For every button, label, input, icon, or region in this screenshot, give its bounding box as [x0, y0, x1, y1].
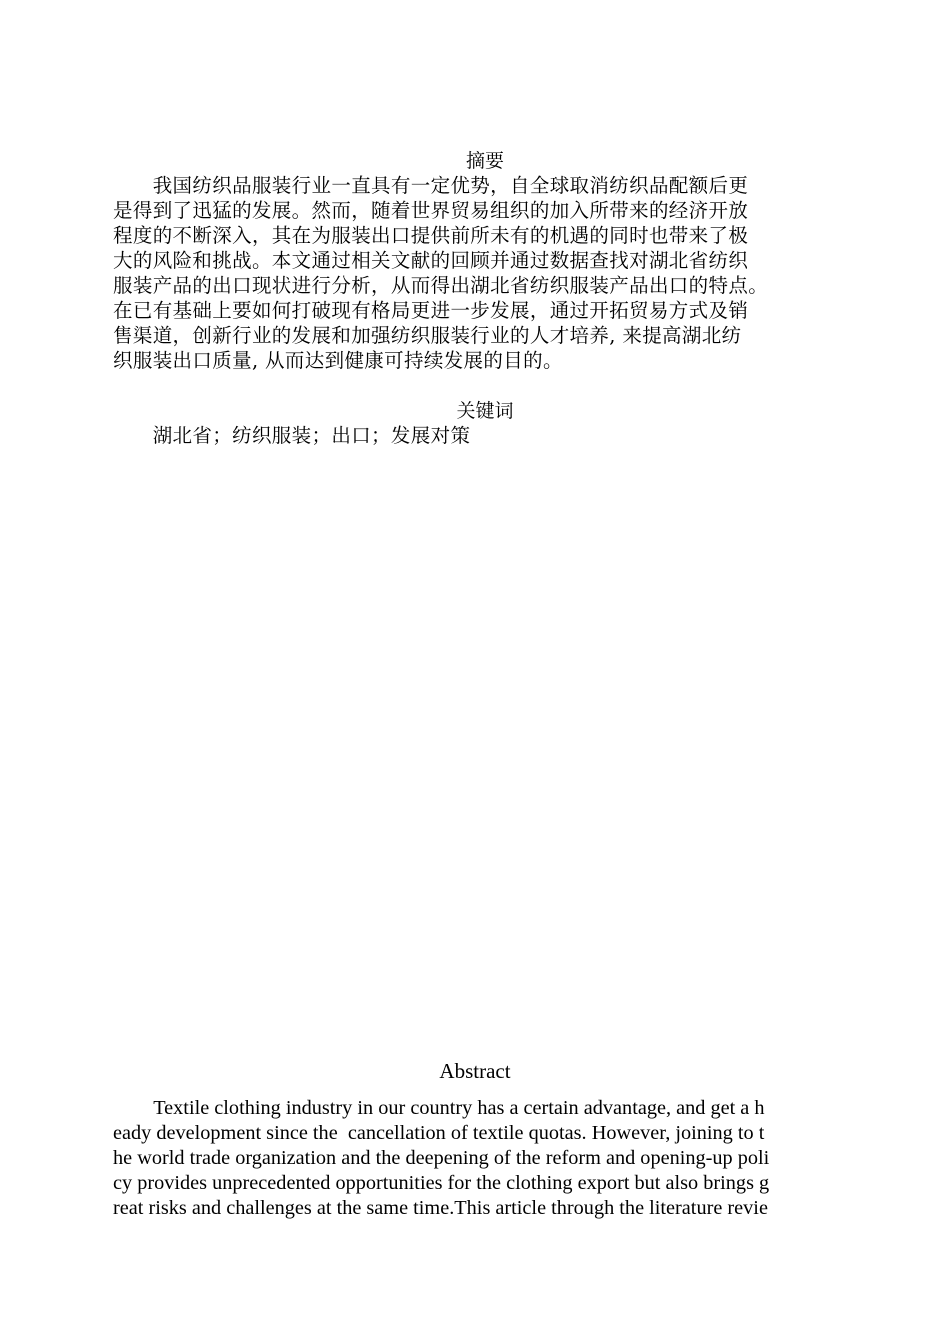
abstract-en-line: he world trade organization and the deepening of the reform and opening-up poli [113, 1147, 770, 1169]
abstract-cn-line: 大的风险和挑战。本文通过相关文献的回顾并通过数据查找对湖北省纺织 [113, 249, 749, 272]
abstract-en-line: eady development since the cancellation of textile quotas. However, joining to t [113, 1122, 765, 1144]
abstract-en-line: cy provides unprecedented opportunities for the clothing export but also brings g [113, 1172, 770, 1194]
abstract-cn-line: 是得到了迅猛的发展。然而，随着世界贸易组织的加入所带来的经济开放 [113, 199, 749, 222]
abstract-cn-line: 服装产品的出口现状进行分析，从而得出湖北省纺织服装产品出口的特点。 [113, 274, 769, 297]
abstract-cn-line: 程度的不断深入，其在为服装出口提供前所未有的机遇的同时也带来了极 [113, 224, 749, 247]
keywords-cn-heading: 关键词 [456, 400, 514, 422]
abstract-cn-line: 售渠道，创新行业的发展和加强纺织服装行业的人才培养, 来提高湖北纺 [113, 324, 742, 347]
abstract-en-heading: Abstract [439, 1059, 511, 1083]
abstract-cn-line: 我国纺织品服装行业一直具有一定优势，自全球取消纺织品配额后更 [113, 174, 749, 197]
abstract-en-line: Textile clothing industry in our country has a certain advantage, and get a h [113, 1097, 765, 1119]
keywords-cn-text: 湖北省；纺织服装；出口；发展对策 [113, 424, 471, 447]
abstract-en-line: reat risks and challenges at the same time.This article through the literature revie [113, 1197, 768, 1219]
abstract-cn-line: 在已有基础上要如何打破现有格局更进一步发展，通过开拓贸易方式及销 [113, 299, 749, 322]
abstract-cn-heading: 摘要 [465, 150, 504, 172]
abstract-cn-line: 织服装出口质量, 从而达到健康可持续发展的目的。 [113, 349, 563, 372]
